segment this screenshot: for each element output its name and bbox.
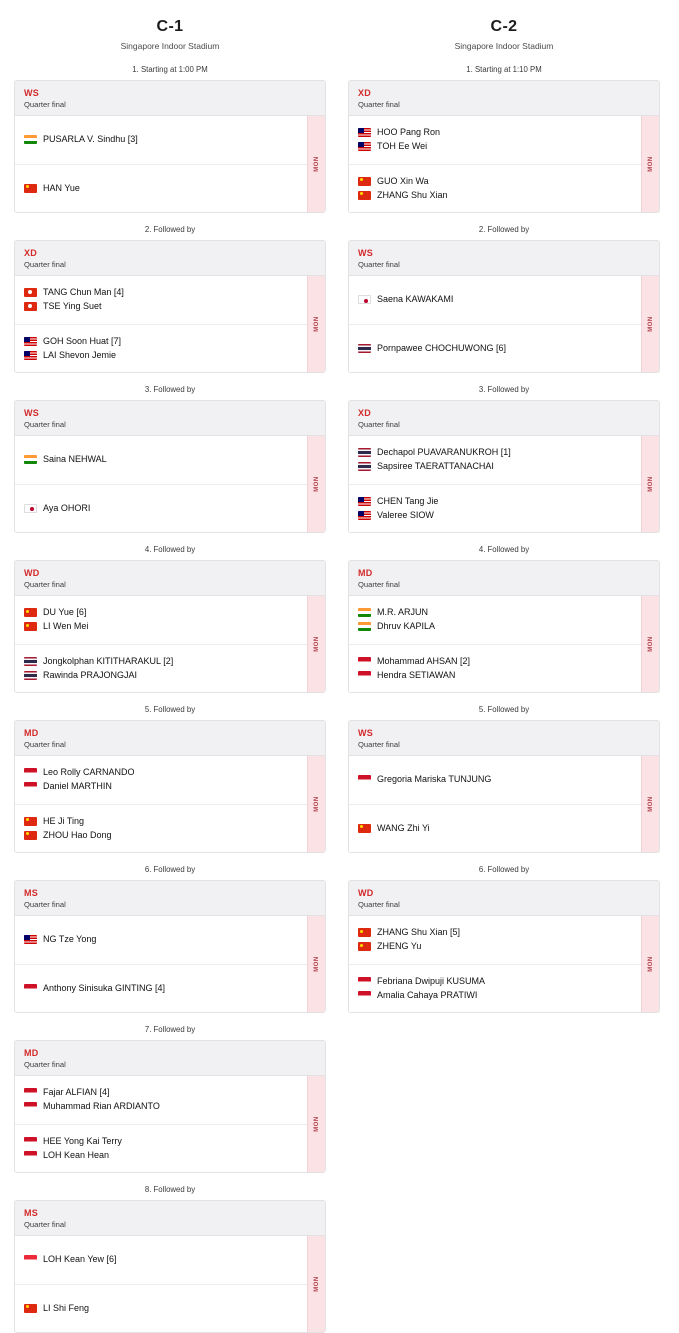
player-name: HAN Yue: [43, 182, 80, 193]
round-label: Quarter final: [358, 260, 400, 269]
team-row: [349, 436, 641, 484]
round-label: Quarter final: [24, 1220, 66, 1229]
match-header: [349, 561, 659, 596]
player-name: M.R. ARJUN: [377, 607, 429, 617]
flag-icon: [24, 1304, 37, 1313]
flag-icon: [358, 775, 371, 784]
flag-icon: [24, 135, 37, 144]
match-card[interactable]: [348, 80, 660, 213]
player-name: ZHANG Shu Xian [5]: [377, 927, 461, 937]
player-entry: [24, 503, 298, 514]
player-name: Saena KAWAKAMI: [377, 294, 454, 305]
player-entry: [358, 141, 632, 152]
team-row: [15, 164, 307, 213]
player-entry: [358, 447, 632, 458]
match-status-strip[interactable]: [641, 916, 659, 1012]
player-entry: [24, 781, 298, 792]
player-entry: [24, 1150, 298, 1161]
player-name: HE Ji Ting: [43, 815, 85, 826]
match-status-text: MON: [647, 316, 654, 332]
team-list: [349, 596, 641, 692]
player-entry: [24, 336, 298, 347]
match-card[interactable]: [14, 880, 326, 1013]
player-name: ZHOU Hao Dong: [43, 829, 112, 840]
match-body: [15, 916, 325, 1012]
match-card[interactable]: [348, 880, 660, 1013]
team-list: [15, 436, 307, 532]
team-row: [15, 1124, 307, 1173]
match-status-strip[interactable]: [307, 1236, 325, 1332]
match-header: [349, 81, 659, 116]
player-entry: [358, 127, 632, 138]
player-name: PUSARLA V. Sindhu [3]: [43, 134, 138, 145]
match-status-text: MON: [313, 156, 320, 172]
court-column-c1: [14, 18, 326, 1333]
match-header: [349, 881, 659, 916]
player-name: HEE Yong Kai Terry: [43, 1135, 122, 1146]
match-status-text: MON: [313, 956, 320, 972]
court-header: [348, 18, 660, 51]
player-entry: [24, 656, 298, 667]
player-entry: [358, 190, 632, 201]
flag-icon: [358, 295, 371, 304]
match-header: [349, 241, 659, 276]
player-entry: [24, 670, 298, 681]
discipline-code: MS: [24, 1208, 39, 1218]
match-status-strip[interactable]: [307, 116, 325, 212]
team-row: [15, 436, 307, 484]
flag-icon: [358, 622, 371, 631]
team-row: [15, 484, 307, 533]
player-name: GUO Xin Wa: [377, 175, 429, 186]
discipline-code: WS: [358, 728, 374, 738]
match-body: [349, 276, 659, 372]
match-status-text: MON: [313, 1276, 320, 1292]
match-status-strip[interactable]: [307, 436, 325, 532]
team-list: [15, 596, 307, 692]
match-card[interactable]: [14, 400, 326, 533]
match-status-text: MON: [313, 796, 320, 812]
player-entry: [24, 454, 298, 465]
flag-icon: [24, 817, 37, 826]
team-row: [15, 756, 307, 804]
match-body: [349, 916, 659, 1012]
player-name: Febriana Dwipuji KUSUMA: [377, 975, 486, 986]
player-name: Muhammad Rian ARDIANTO: [43, 1101, 160, 1112]
match-status-text: MON: [313, 636, 320, 652]
player-name: ZHANG Shu Xian: [377, 189, 448, 200]
player-entry: [358, 343, 632, 354]
player-entry: [24, 1101, 298, 1112]
player-name: Daniel MARTHIN: [43, 781, 112, 792]
team-row: [349, 116, 641, 164]
round-label: Quarter final: [24, 1060, 66, 1069]
player-entry: [24, 607, 298, 618]
flag-icon: [358, 344, 371, 353]
player-entry: [358, 990, 632, 1001]
team-list: [15, 276, 307, 372]
player-name: Amalia Cahaya PRATIWI: [377, 989, 478, 1000]
flag-icon: [24, 831, 37, 840]
round-label: Quarter final: [24, 420, 66, 429]
player-name: Jongkolphan KITITHARAKUL [2]: [43, 655, 174, 666]
match-status-strip[interactable]: [641, 276, 659, 372]
match-status-strip[interactable]: [641, 756, 659, 852]
player-entry: [358, 670, 632, 681]
match-status-text: MON: [647, 796, 654, 812]
match-status-strip[interactable]: [641, 596, 659, 692]
match-card[interactable]: [14, 720, 326, 853]
player-name: WANG Zhi Yi: [377, 822, 430, 833]
player-name: Dhruv KAPILA: [377, 621, 436, 632]
player-name: LAI Shevon Jemie: [43, 349, 117, 360]
match-slot-label: 4. Followed by: [144, 545, 196, 554]
match-header: [349, 401, 659, 436]
round-label: Quarter final: [24, 900, 66, 909]
discipline-code: XD: [358, 88, 372, 98]
round-label: Quarter final: [358, 580, 400, 589]
team-list: [349, 756, 641, 852]
player-name: Sapsiree TAERATTANACHAI: [377, 461, 494, 472]
player-entry: [358, 941, 632, 952]
flag-icon: [24, 1137, 37, 1146]
player-entry: [358, 976, 632, 987]
player-name: Fajar ALFIAN [4]: [43, 1087, 110, 1097]
match-card[interactable]: [14, 560, 326, 693]
team-list: [349, 276, 641, 372]
team-row: [15, 1076, 307, 1124]
team-row: [15, 916, 307, 964]
team-row: [15, 1284, 307, 1333]
flag-icon: [358, 497, 371, 506]
discipline-code: XD: [24, 248, 38, 258]
team-row: [15, 596, 307, 644]
match-body: [349, 756, 659, 852]
round-label: Quarter final: [24, 260, 66, 269]
discipline-code: WS: [24, 88, 40, 98]
match-body: [15, 1076, 325, 1172]
player-entry: [358, 927, 632, 938]
flag-icon: [358, 608, 371, 617]
flag-icon: [24, 504, 37, 513]
match-header: [15, 561, 325, 596]
match-slot-label: 5. Followed by: [144, 705, 196, 714]
player-name: TOH Ee Wei: [377, 141, 428, 152]
match-header: [15, 81, 325, 116]
flag-icon: [358, 928, 371, 937]
match-status-text: MON: [313, 316, 320, 332]
team-list: [15, 916, 307, 1012]
match-slot-label: 1. Starting at 1:00 PM: [132, 65, 208, 74]
flag-icon: [24, 337, 37, 346]
discipline-code: WD: [24, 568, 40, 578]
match-status-text: MON: [313, 1116, 320, 1132]
player-entry: [24, 1254, 298, 1265]
match-card[interactable]: [14, 240, 326, 373]
player-name: DU Yue [6]: [43, 607, 87, 617]
flag-icon: [358, 657, 371, 666]
discipline-code: WS: [358, 248, 374, 258]
player-entry: [358, 607, 632, 618]
match-card[interactable]: [14, 80, 326, 213]
match-status-strip[interactable]: [641, 436, 659, 532]
match-status-strip[interactable]: [307, 756, 325, 852]
match-status-text: MON: [647, 476, 654, 492]
player-entry: [24, 830, 298, 841]
player-name: TANG Chun Man [4]: [43, 287, 124, 297]
match-status-text: MON: [647, 636, 654, 652]
flag-icon: [24, 657, 37, 666]
player-name: Valeree SIOW: [377, 509, 434, 520]
team-row: [15, 1236, 307, 1284]
match-header: [15, 1201, 325, 1236]
round-label: Quarter final: [24, 100, 66, 109]
flag-icon: [358, 991, 371, 1000]
discipline-code: MD: [24, 1048, 39, 1058]
match-slot-label: 7. Followed by: [144, 1025, 196, 1034]
player-name: HOO Pang Ron: [377, 127, 441, 137]
match-slot-label: 3. Followed by: [144, 385, 196, 394]
player-entry: [24, 767, 298, 778]
player-entry: [24, 350, 298, 361]
player-name: GOH Soon Huat [7]: [43, 335, 122, 346]
player-name: Hendra SETIAWAN: [377, 669, 456, 680]
court-match-list-c1: [14, 65, 326, 1333]
flag-icon: [358, 462, 371, 471]
flag-icon: [24, 302, 37, 311]
match-slot-label: 5. Followed by: [478, 705, 530, 714]
court-header: [14, 18, 326, 51]
player-name: Aya OHORI: [43, 502, 91, 513]
player-entry: [24, 301, 298, 312]
court-match-list-c2: [348, 65, 660, 1013]
team-row: [15, 276, 307, 324]
match-body: [349, 436, 659, 532]
match-card[interactable]: [348, 400, 660, 533]
match-card[interactable]: [348, 240, 660, 373]
court-venue: Singapore Indoor Stadium: [120, 41, 220, 51]
player-name: LI Shi Feng: [43, 1302, 90, 1313]
player-entry: [24, 983, 298, 994]
match-card[interactable]: [14, 1040, 326, 1173]
match-slot-label: 3. Followed by: [478, 385, 530, 394]
flag-icon: [24, 608, 37, 617]
team-list: [349, 436, 641, 532]
player-entry: [358, 510, 632, 521]
flag-icon: [24, 984, 37, 993]
flag-icon: [358, 142, 371, 151]
discipline-code: WD: [358, 888, 374, 898]
team-list: [349, 916, 641, 1012]
match-body: [15, 116, 325, 212]
match-status-text: MON: [647, 156, 654, 172]
flag-icon: [358, 448, 371, 457]
match-body: [15, 276, 325, 372]
team-list: [15, 116, 307, 212]
flag-icon: [24, 1151, 37, 1160]
team-row: [349, 276, 641, 324]
team-row: [349, 756, 641, 804]
team-list: [15, 1236, 307, 1332]
player-name: Saina NEHWAL: [43, 454, 107, 465]
team-row: [349, 484, 641, 533]
match-status-strip[interactable]: [307, 276, 325, 372]
team-row: [349, 324, 641, 373]
player-entry: [24, 1303, 298, 1314]
match-slot-label: 6. Followed by: [478, 865, 530, 874]
court-venue: Singapore Indoor Stadium: [454, 41, 554, 51]
flag-icon: [358, 671, 371, 680]
player-entry: [358, 656, 632, 667]
court-name: C-1: [156, 18, 184, 35]
flag-icon: [358, 511, 371, 520]
discipline-code: MD: [24, 728, 39, 738]
flag-icon: [24, 455, 37, 464]
player-entry: [24, 134, 298, 145]
player-name: NG Tze Yong: [43, 934, 97, 945]
flag-icon: [358, 128, 371, 137]
match-card[interactable]: [348, 720, 660, 853]
match-status-text: MON: [313, 476, 320, 492]
player-name: LI Wen Mei: [43, 621, 89, 632]
match-header: [15, 1041, 325, 1076]
match-header: [15, 241, 325, 276]
player-name: TSE Ying Suet: [43, 301, 102, 312]
player-entry: [358, 294, 632, 305]
flag-icon: [358, 942, 371, 951]
team-row: [349, 596, 641, 644]
flag-icon: [24, 935, 37, 944]
player-entry: [24, 621, 298, 632]
team-row: [15, 116, 307, 164]
team-row: [349, 164, 641, 213]
flag-icon: [24, 351, 37, 360]
match-header: [15, 881, 325, 916]
flag-icon: [24, 768, 37, 777]
flag-icon: [24, 184, 37, 193]
team-row: [15, 644, 307, 693]
match-body: [15, 1236, 325, 1332]
match-slot-label: 2. Followed by: [144, 225, 196, 234]
discipline-code: MD: [358, 568, 373, 578]
flag-icon: [24, 1255, 37, 1264]
discipline-code: MS: [24, 888, 39, 898]
team-list: [15, 756, 307, 852]
match-body: [349, 116, 659, 212]
match-header: [15, 721, 325, 756]
player-entry: [358, 774, 632, 785]
team-row: [15, 964, 307, 1013]
match-slot-label: 4. Followed by: [478, 545, 530, 554]
player-name: Anthony Sinisuka GINTING [4]: [43, 982, 166, 993]
flag-icon: [358, 824, 371, 833]
court-name: C-2: [490, 18, 518, 35]
player-entry: [24, 816, 298, 827]
match-header: [15, 401, 325, 436]
match-status-strip[interactable]: [307, 916, 325, 1012]
player-entry: [358, 621, 632, 632]
player-name: Mohammad AHSAN [2]: [377, 655, 471, 666]
round-label: Quarter final: [358, 900, 400, 909]
team-row: [349, 964, 641, 1013]
match-status-strip[interactable]: [307, 1076, 325, 1172]
player-entry: [24, 287, 298, 298]
player-entry: [24, 1136, 298, 1147]
player-name: Dechapol PUAVARANUKROH [1]: [377, 447, 511, 457]
player-name: Pornpawee CHOCHUWONG [6]: [377, 342, 507, 353]
team-list: [349, 116, 641, 212]
court-column-c2: [348, 18, 660, 1333]
flag-icon: [24, 288, 37, 297]
match-body: [349, 596, 659, 692]
player-name: LOH Kean Hean: [43, 1149, 110, 1160]
flag-icon: [24, 782, 37, 791]
round-label: Quarter final: [358, 740, 400, 749]
match-slot-label: 2. Followed by: [478, 225, 530, 234]
match-slot-label: 6. Followed by: [144, 865, 196, 874]
team-row: [349, 804, 641, 853]
match-status-text: MON: [647, 956, 654, 972]
team-row: [349, 916, 641, 964]
player-name: Rawinda PRAJONGJAI: [43, 669, 138, 680]
match-body: [15, 436, 325, 532]
flag-icon: [358, 177, 371, 186]
team-row: [349, 644, 641, 693]
match-status-strip[interactable]: [307, 596, 325, 692]
match-slot-label: 1. Starting at 1:10 PM: [466, 65, 542, 74]
player-entry: [24, 183, 298, 194]
player-entry: [358, 823, 632, 834]
player-name: CHEN Tang Jie: [377, 495, 439, 506]
player-name: Gregoria Mariska TUNJUNG: [377, 774, 492, 785]
match-card[interactable]: [348, 560, 660, 693]
player-entry: [358, 461, 632, 472]
player-name: LOH Kean Yew [6]: [43, 1254, 117, 1265]
round-label: Quarter final: [24, 740, 66, 749]
match-card[interactable]: [14, 1200, 326, 1333]
flag-icon: [24, 671, 37, 680]
match-status-strip[interactable]: [641, 116, 659, 212]
match-slot-label: 8. Followed by: [144, 1185, 196, 1194]
flag-icon: [24, 1102, 37, 1111]
flag-icon: [24, 622, 37, 631]
round-label: Quarter final: [358, 100, 400, 109]
player-entry: [24, 934, 298, 945]
round-label: Quarter final: [358, 420, 400, 429]
flag-icon: [358, 191, 371, 200]
match-body: [15, 596, 325, 692]
match-body: [15, 756, 325, 852]
player-name: Leo Rolly CARNANDO: [43, 767, 135, 777]
discipline-code: WS: [24, 408, 40, 418]
team-list: [15, 1076, 307, 1172]
round-label: Quarter final: [24, 580, 66, 589]
player-entry: [358, 496, 632, 507]
flag-icon: [24, 1088, 37, 1097]
team-row: [15, 804, 307, 853]
flag-icon: [358, 977, 371, 986]
player-entry: [358, 176, 632, 187]
player-name: ZHENG Yu: [377, 941, 422, 952]
team-row: [15, 324, 307, 373]
discipline-code: XD: [358, 408, 372, 418]
match-header: [349, 721, 659, 756]
player-entry: [24, 1087, 298, 1098]
